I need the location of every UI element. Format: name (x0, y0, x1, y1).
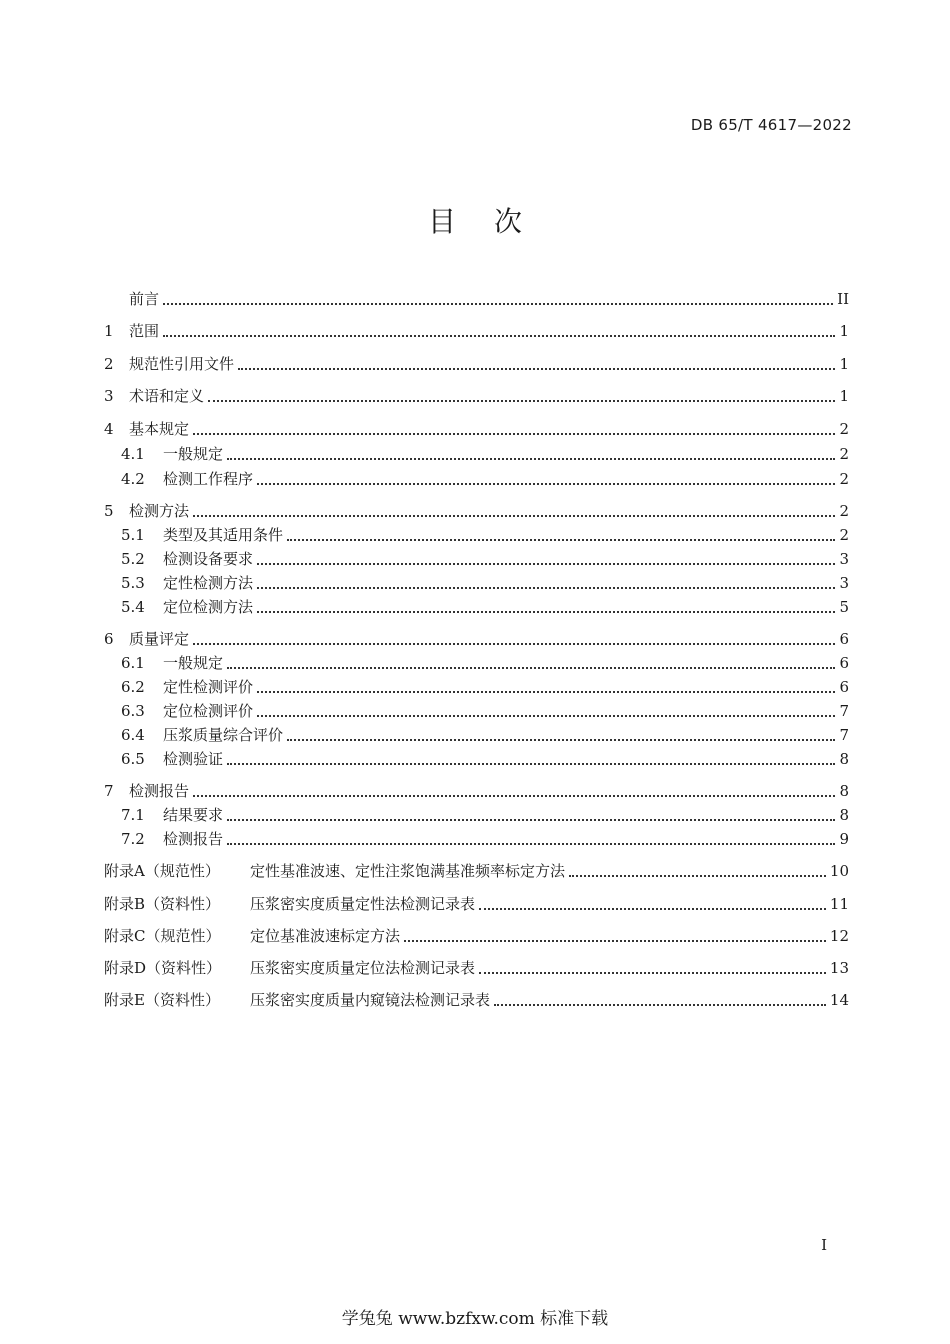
toc-entry-number: 2 (104, 355, 114, 373)
toc-entry[interactable] (121, 545, 849, 569)
toc-entry-page: 3 (839, 574, 849, 592)
toc-entry-label: 压浆密实度质量定性法检测记录表 (250, 895, 476, 913)
toc-entry[interactable] (121, 440, 849, 464)
toc-leader-dots (227, 458, 835, 460)
toc-entry-page: 2 (839, 502, 849, 520)
toc-entry-page: 7 (839, 726, 849, 744)
toc-entry-label: 检测设备要求 (163, 550, 254, 568)
toc-entry-label: 检测报告 (129, 782, 190, 800)
toc-leader-dots (208, 400, 835, 402)
toc-entry-page: 1 (839, 387, 849, 405)
toc-entry-label: 范围 (129, 322, 160, 340)
toc-entry[interactable] (104, 777, 849, 801)
toc-entry-page: 2 (839, 526, 849, 544)
toc-entry[interactable] (121, 825, 849, 849)
toc-entry-number: 6.5 (121, 750, 145, 768)
toc-entry[interactable] (121, 745, 849, 769)
toc-leader-dots (287, 539, 835, 541)
toc-entry-number: 4 (104, 420, 114, 438)
toc-entry-page: 8 (839, 806, 849, 824)
toc-leader-dots (227, 667, 835, 669)
toc-entry-page: 6 (839, 678, 849, 696)
toc-entry-number: 3 (104, 387, 114, 405)
toc-entry[interactable] (104, 954, 849, 978)
toc-entry[interactable] (104, 857, 849, 881)
toc-leader-dots (238, 368, 835, 370)
toc-entry-label: 定性基准波速、定性注浆饱满基准频率标定方法 (250, 862, 566, 880)
toc-entry[interactable] (104, 625, 849, 649)
toc-entry-label: 前言 (129, 290, 160, 308)
toc-entry-page: 7 (839, 702, 849, 720)
toc-entry-label: 定位基准波速标定方法 (250, 927, 401, 945)
toc-entry-number: 7.1 (121, 806, 145, 824)
toc-entry-number: 附录D（资料性） (104, 959, 222, 977)
toc-entry[interactable] (104, 922, 849, 946)
toc-leader-dots (193, 795, 835, 797)
toc-entry-number: 1 (104, 322, 114, 340)
toc-entry-label: 定位检测评价 (163, 702, 254, 720)
toc-entry[interactable] (104, 382, 849, 406)
toc-entry-page: 14 (829, 991, 849, 1009)
toc-entry[interactable] (104, 890, 849, 914)
toc-entry-page: 8 (839, 750, 849, 768)
toc-entry-page: 5 (839, 598, 849, 616)
toc-entry-label: 定性检测方法 (163, 574, 254, 592)
toc-leader-dots (193, 515, 835, 517)
toc-leader-dots (479, 972, 826, 974)
toc-leader-dots (257, 715, 835, 717)
toc-entry-label: 检测工作程序 (163, 470, 254, 488)
toc-entry[interactable] (121, 569, 849, 593)
toc-entry-number: 4.2 (121, 470, 145, 488)
toc-entry-page: II (837, 290, 849, 308)
toc-entry-label: 压浆密实度质量内窥镜法检测记录表 (250, 991, 491, 1009)
toc-leader-dots (257, 483, 835, 485)
toc-entry[interactable] (121, 521, 849, 545)
toc-entry[interactable] (104, 986, 849, 1010)
toc-leader-dots (193, 433, 835, 435)
toc-entry-label: 检测方法 (129, 502, 190, 520)
toc-entry-page: 6 (839, 630, 849, 648)
toc-entry[interactable] (121, 697, 849, 721)
toc-entry[interactable] (104, 285, 849, 309)
toc-entry-label: 结果要求 (163, 806, 224, 824)
toc-entry-number: 4.1 (121, 445, 145, 463)
toc-leader-dots (257, 587, 835, 589)
toc-entry-label: 检测报告 (163, 830, 224, 848)
toc-entry-page: 12 (829, 927, 849, 945)
toc-entry[interactable] (121, 673, 849, 697)
document-code: DB 65/T 4617—2022 (690, 116, 852, 134)
toc-entry-page: 8 (839, 782, 849, 800)
toc-entry-number: 7.2 (121, 830, 145, 848)
toc-leader-dots (227, 819, 835, 821)
toc-leader-dots (193, 643, 835, 645)
toc-leader-dots (479, 908, 826, 910)
toc-entry-label: 一般规定 (163, 445, 224, 463)
toc-entry-label: 类型及其适用条件 (163, 526, 284, 544)
toc-entry-number: 6.1 (121, 654, 145, 672)
toc-entry[interactable] (121, 801, 849, 825)
footer-watermark: 学兔兔 www.bzfxw.com 标准下载 (341, 1309, 609, 1329)
toc-entry-number: 6.4 (121, 726, 145, 744)
toc-entry-page: 6 (839, 654, 849, 672)
toc-entry-page: 1 (839, 322, 849, 340)
toc-leader-dots (257, 611, 835, 613)
toc-entry-label: 质量评定 (129, 630, 190, 648)
toc-leader-dots (494, 1004, 826, 1006)
toc-entry[interactable] (104, 497, 849, 521)
toc-entry[interactable] (121, 721, 849, 745)
toc-entry-page: 2 (839, 420, 849, 438)
toc-leader-dots (257, 691, 835, 693)
toc-entry-label: 定性检测评价 (163, 678, 254, 696)
toc-entry[interactable] (121, 649, 849, 673)
toc-entry-number: 附录B（资料性） (104, 895, 221, 913)
toc-entry-page: 9 (839, 830, 849, 848)
toc-entry-page: 3 (839, 550, 849, 568)
toc-entry-page: 1 (839, 355, 849, 373)
toc-entry-number: 7 (104, 782, 114, 800)
toc-entry-label: 规范性引用文件 (129, 355, 235, 373)
page-number: I (821, 1236, 827, 1254)
toc-leader-dots (163, 303, 833, 305)
toc-leader-dots (569, 875, 826, 877)
toc-entry[interactable] (121, 593, 849, 617)
toc-entry-label: 压浆质量综合评价 (163, 726, 284, 744)
toc-entry[interactable] (104, 350, 849, 374)
toc-entry-number: 附录C（规范性） (104, 927, 221, 945)
toc-entry-number: 5.4 (121, 598, 145, 616)
toc-entry[interactable] (104, 317, 849, 341)
toc-entry-number: 6.2 (121, 678, 145, 696)
toc-entry-page: 2 (839, 445, 849, 463)
toc-entry-number: 5.2 (121, 550, 145, 568)
toc-entry-page: 13 (829, 959, 849, 977)
toc-entry-number: 5.1 (121, 526, 145, 544)
toc-leader-dots (163, 335, 835, 337)
toc-title: 目次 (427, 205, 560, 238)
toc-entry-number: 6.3 (121, 702, 145, 720)
toc-entry-page: 2 (839, 470, 849, 488)
toc-leader-dots (404, 940, 826, 942)
toc-entry[interactable] (121, 465, 849, 489)
toc-entry-label: 一般规定 (163, 654, 224, 672)
toc-entry-label: 基本规定 (129, 420, 190, 438)
toc-entry-number: 5 (104, 502, 114, 520)
toc-leader-dots (227, 763, 835, 765)
toc-entry-label: 术语和定义 (129, 387, 205, 405)
toc-entry-label: 压浆密实度质量定位法检测记录表 (250, 959, 476, 977)
toc-entry-label: 检测验证 (163, 750, 224, 768)
toc-leader-dots (287, 739, 835, 741)
toc-entry-number: 5.3 (121, 574, 145, 592)
toc-entry-label: 定位检测方法 (163, 598, 254, 616)
toc-leader-dots (257, 563, 835, 565)
toc-entry-page: 10 (829, 862, 849, 880)
toc-entry-number: 附录A（规范性） (104, 862, 220, 880)
toc-entry-page: 11 (829, 895, 849, 913)
toc-entry-number: 附录E（资料性） (104, 991, 220, 1009)
toc-leader-dots (227, 843, 835, 845)
toc-entry[interactable] (104, 415, 849, 439)
toc-entry-number: 6 (104, 630, 114, 648)
